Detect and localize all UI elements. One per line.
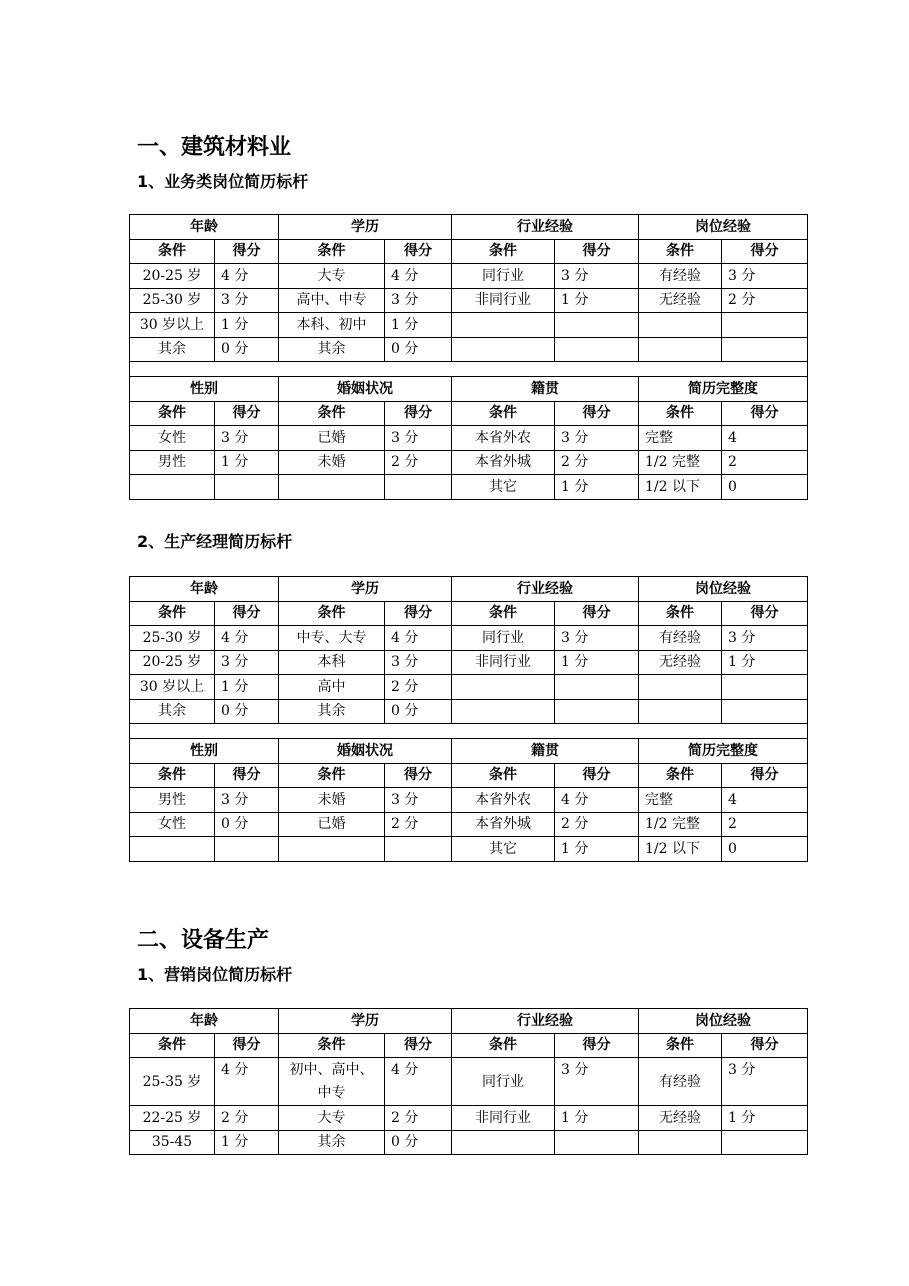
condition-header: 条件 [452,1033,555,1058]
condition-header: 条件 [279,763,385,788]
table-cell: 0 分 [215,699,279,724]
table-cell: 完整 [639,426,722,451]
subsection-title: 1、营销岗位简历标杆 [137,965,293,984]
table-cell: 其余 [279,337,385,362]
table-cell: 3 分 [555,426,639,451]
table-cell: 20-25 岁 [130,264,215,289]
table-cell: 25-30 岁 [130,288,215,313]
table-cell: 1/2 完整 [639,812,722,837]
table-cell [555,1130,639,1155]
table-cell [452,675,555,700]
table-row [130,264,808,289]
table-cell: 25-30 岁 [130,626,215,651]
score-table [129,1008,808,1155]
column-group-header: 性别 [130,739,279,764]
table-cell [452,313,555,338]
table-row [130,626,808,651]
table-cell: 1 分 [555,288,639,313]
table-row [130,812,808,837]
table-cell: 3 分 [555,264,639,289]
table-cell [722,1130,808,1155]
table-cell [722,337,808,362]
table-cell: 3 分 [722,1058,808,1106]
table-cell: 高中、中专 [279,288,385,313]
table-cell: 本科、初中 [279,313,385,338]
section-title: 一、建筑材料业 [137,135,292,160]
table-cell: 22-25 岁 [130,1106,215,1131]
table-cell [452,699,555,724]
condition-header: 条件 [639,763,722,788]
score-header: 得分 [722,401,808,426]
table-cell: 同行业 [452,264,555,289]
column-group-header: 年龄 [130,1009,279,1034]
table-subheader-row [130,601,808,626]
table-cell: 1 分 [722,1106,808,1131]
table-row [130,450,808,475]
table-cell [555,337,639,362]
table-cell: 4 分 [385,1058,452,1106]
table-row [130,1058,808,1106]
table-cell [130,475,215,500]
table-cell: 2 分 [385,450,452,475]
table-cell: 2 分 [385,1106,452,1131]
score-header: 得分 [215,401,279,426]
table-cell: 1 分 [215,313,279,338]
table-cell: 4 分 [385,264,452,289]
table-cell: 无经验 [639,1106,722,1131]
table-cell: 3 分 [722,264,808,289]
score-header: 得分 [215,601,279,626]
table-cell [385,475,452,500]
table-cell: 无经验 [639,650,722,675]
score-header: 得分 [722,763,808,788]
table-subheader-row [130,239,808,264]
table-cell: 其余 [130,337,215,362]
condition-header: 条件 [452,239,555,264]
table-cell: 3 分 [385,788,452,813]
table-cell [452,337,555,362]
table-cell: 0 [722,475,808,500]
table-cell: 男性 [130,450,215,475]
table-cell: 20-25 岁 [130,650,215,675]
column-group-header: 岗位经验 [639,215,808,240]
score-header: 得分 [555,1033,639,1058]
table-cell: 已婚 [279,812,385,837]
score-header: 得分 [555,763,639,788]
condition-header: 条件 [130,401,215,426]
table-subheader-row [130,763,808,788]
table-cell: 3 分 [385,288,452,313]
table-cell: 1 分 [722,650,808,675]
table-cell: 未婚 [279,788,385,813]
table-cell: 其余 [279,1130,385,1155]
column-group-header: 行业经验 [452,577,639,602]
table-header-row [130,377,808,402]
table-row [130,426,808,451]
table-cell: 3 分 [215,426,279,451]
table-cell: 0 分 [385,1130,452,1155]
table-header-row [130,739,808,764]
table-cell: 3 分 [215,288,279,313]
column-group-header: 行业经验 [452,1009,639,1034]
table-header-row [130,577,808,602]
table-cell: 非同行业 [452,650,555,675]
column-group-header: 简历完整度 [639,377,808,402]
table-cell: 本省外农 [452,788,555,813]
score-header: 得分 [385,763,452,788]
score-table [129,214,808,500]
table-cell: 2 分 [555,450,639,475]
table-cell: 非同行业 [452,1106,555,1131]
table-cell: 0 分 [215,812,279,837]
condition-header: 条件 [279,1033,385,1058]
table-cell: 3 分 [722,626,808,651]
table-row [130,650,808,675]
table-cell: 其它 [452,837,555,862]
table-row [130,1106,808,1131]
column-group-header: 性别 [130,377,279,402]
table-cell: 男性 [130,788,215,813]
table-cell: 初中、高中、中专 [279,1058,385,1106]
table-cell: 3 分 [215,788,279,813]
table-cell [215,475,279,500]
table-cell: 2 分 [385,812,452,837]
spacer-row [130,724,808,739]
score-header: 得分 [385,601,452,626]
condition-header: 条件 [639,1033,722,1058]
table-cell [452,1130,555,1155]
table-cell: 35-45 [130,1130,215,1155]
table-subheader-row [130,1033,808,1058]
score-header: 得分 [215,763,279,788]
table-cell: 3 分 [555,626,639,651]
table-cell [215,837,279,862]
table-cell: 本省外农 [452,426,555,451]
table-cell: 本省外城 [452,450,555,475]
table-cell [639,675,722,700]
table-cell: 1 分 [215,450,279,475]
spacer-cell [130,362,808,377]
table-cell: 30 岁以上 [130,313,215,338]
table-cell [279,475,385,500]
table-cell: 3 分 [555,1058,639,1106]
table-cell [130,837,215,862]
table-cell: 2 分 [555,812,639,837]
column-group-header: 简历完整度 [639,739,808,764]
column-group-header: 学历 [279,215,452,240]
table-cell: 1 分 [215,675,279,700]
column-group-header: 籍贯 [452,377,639,402]
condition-header: 条件 [279,239,385,264]
table-cell: 0 分 [385,337,452,362]
table-cell [722,699,808,724]
section-title: 二、设备生产 [137,928,270,953]
table-row [130,288,808,313]
table-cell: 同行业 [452,1058,555,1106]
table-cell [722,675,808,700]
table-cell: 其余 [130,699,215,724]
table-cell: 1 分 [555,650,639,675]
spacer-row [130,362,808,377]
condition-header: 条件 [279,401,385,426]
score-header: 得分 [215,1033,279,1058]
table-header-row [130,215,808,240]
table-cell: 3 分 [215,650,279,675]
table-cell: 大专 [279,1106,385,1131]
table-cell: 同行业 [452,626,555,651]
condition-header: 条件 [452,601,555,626]
table-cell: 本科 [279,650,385,675]
table-cell: 4 分 [555,788,639,813]
column-group-header: 行业经验 [452,215,639,240]
table-cell: 1/2 完整 [639,450,722,475]
table-cell: 其余 [279,699,385,724]
table-cell: 未婚 [279,450,385,475]
condition-header: 条件 [130,239,215,264]
table-cell: 有经验 [639,626,722,651]
table-cell: 0 分 [215,337,279,362]
table-cell: 其它 [452,475,555,500]
score-header: 得分 [385,1033,452,1058]
table-row [130,788,808,813]
table-cell: 本省外城 [452,812,555,837]
condition-header: 条件 [639,239,722,264]
table-cell: 4 分 [215,264,279,289]
table-row [130,475,808,500]
table-cell: 非同行业 [452,288,555,313]
table-cell: 2 分 [215,1106,279,1131]
subsection-title: 1、业务类岗位简历标杆 [137,172,309,191]
spacer-cell [130,724,808,739]
column-group-header: 年龄 [130,577,279,602]
column-group-header: 婚姻状况 [279,739,452,764]
condition-header: 条件 [130,763,215,788]
table-cell: 1 分 [555,1106,639,1131]
condition-header: 条件 [279,601,385,626]
table-header-row [130,1009,808,1034]
score-header: 得分 [555,401,639,426]
column-group-header: 年龄 [130,215,279,240]
table-cell: 1 分 [555,837,639,862]
table-cell: 0 分 [385,699,452,724]
table-cell: 高中 [279,675,385,700]
score-table [129,576,808,862]
condition-header: 条件 [452,763,555,788]
table-cell [555,675,639,700]
condition-header: 条件 [130,1033,215,1058]
table-cell [555,699,639,724]
score-header: 得分 [555,601,639,626]
table-cell: 2 分 [385,675,452,700]
table-cell: 女性 [130,812,215,837]
table-cell [639,699,722,724]
table-cell: 中专、大专 [279,626,385,651]
table-cell: 1 分 [555,475,639,500]
table-cell: 4 分 [215,626,279,651]
table-cell: 2 [722,450,808,475]
score-header: 得分 [722,601,808,626]
table-cell: 2 分 [722,288,808,313]
table-cell: 完整 [639,788,722,813]
table-cell: 已婚 [279,426,385,451]
column-group-header: 婚姻状况 [279,377,452,402]
table-cell: 4 [722,788,808,813]
table-cell [279,837,385,862]
table-cell: 有经验 [639,1058,722,1106]
table-cell [639,1130,722,1155]
table-cell: 3 分 [385,426,452,451]
table-row [130,337,808,362]
table-subheader-row [130,401,808,426]
table-cell: 1 分 [215,1130,279,1155]
table-cell [639,313,722,338]
subsection-title: 2、生产经理简历标杆 [137,532,293,551]
column-group-header: 岗位经验 [639,577,808,602]
table-cell [555,313,639,338]
table-cell [639,337,722,362]
table-cell: 女性 [130,426,215,451]
score-header: 得分 [555,239,639,264]
table-row [130,1130,808,1155]
table-cell [722,313,808,338]
table-cell: 1/2 以下 [639,475,722,500]
condition-header: 条件 [639,401,722,426]
table-cell: 无经验 [639,288,722,313]
table-row [130,313,808,338]
table-cell: 1 分 [385,313,452,338]
condition-header: 条件 [452,401,555,426]
condition-header: 条件 [639,601,722,626]
table-cell: 4 分 [215,1058,279,1106]
score-header: 得分 [215,239,279,264]
table-cell: 3 分 [385,650,452,675]
column-group-header: 学历 [279,1009,452,1034]
table-row [130,699,808,724]
score-header: 得分 [722,239,808,264]
table-cell: 25-35 岁 [130,1058,215,1106]
column-group-header: 籍贯 [452,739,639,764]
table-cell: 30 岁以上 [130,675,215,700]
condition-header: 条件 [130,601,215,626]
table-cell: 4 [722,426,808,451]
table-cell: 有经验 [639,264,722,289]
score-header: 得分 [385,401,452,426]
score-header: 得分 [722,1033,808,1058]
column-group-header: 岗位经验 [639,1009,808,1034]
table-row [130,675,808,700]
table-cell: 1/2 以下 [639,837,722,862]
table-cell: 0 [722,837,808,862]
table-cell [385,837,452,862]
score-header: 得分 [385,239,452,264]
table-row [130,837,808,862]
column-group-header: 学历 [279,577,452,602]
table-cell: 4 分 [385,626,452,651]
table-cell: 2 [722,812,808,837]
table-cell: 大专 [279,264,385,289]
